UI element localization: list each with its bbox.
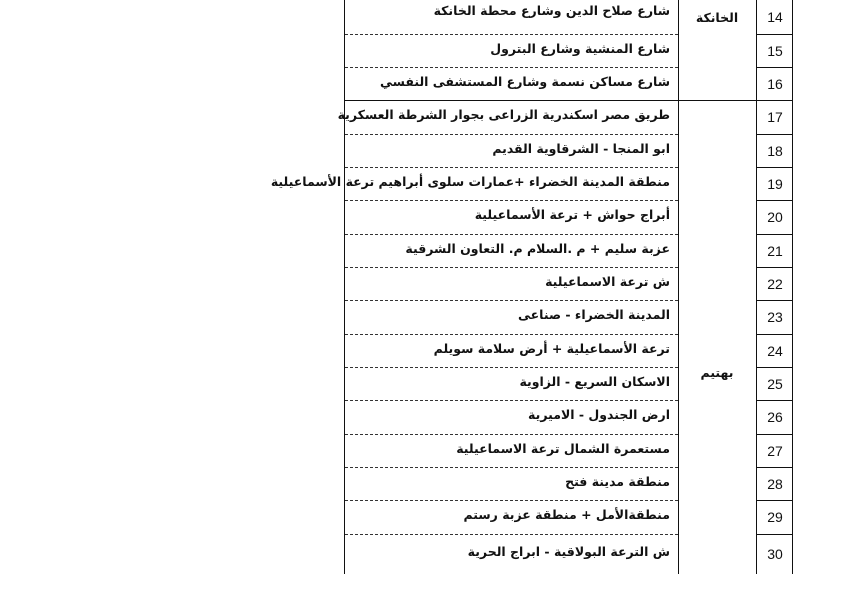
street-cell: عزبة سليم + م .السلام م. التعاون الشرقية [405,240,670,256]
row-divider [345,400,678,401]
number-divider [756,167,793,168]
row-number-cell: 19 [767,175,783,192]
row-number-cell: 16 [767,75,783,92]
row-number-cell: 20 [767,209,783,225]
number-divider [756,67,793,68]
row-divider [345,267,678,268]
row-number-cell: 18 [767,142,783,159]
row-divider [345,67,678,68]
number-divider [756,334,793,335]
row-number-cell: 30 [767,546,783,562]
street-cell: شارع المنشية وشارع البترول [490,40,670,56]
row-number-cell: 28 [767,475,783,492]
row-divider [345,367,678,368]
row-divider [345,200,678,201]
number-divider [756,400,793,401]
number-divider [756,434,793,435]
number-divider [756,267,793,268]
number-divider [756,367,793,368]
street-cell: ابو المنجا - الشرقاوية القديم [492,140,670,156]
row-divider [345,434,678,435]
row-divider [345,167,678,168]
row-number-cell: 17 [767,109,783,125]
street-cell: ش ترعة الاسماعيلية [545,273,670,289]
street-cell: منطقة المدينة الخضراء +عمارات سلوى أبراهيم ترعة الأسماعيلية [270,173,670,189]
row-divider [345,134,678,135]
row-divider [345,467,678,468]
row-divider [345,234,678,235]
street-cell: منطقة مدينة فتح [565,473,670,489]
row-divider [345,34,678,35]
row-number-cell: 26 [767,409,783,425]
number-divider [756,534,793,535]
row-number-cell: 25 [767,375,783,392]
row-number-cell: 14 [767,9,783,25]
row-divider [345,500,678,501]
street-cell: شارع مساكن نسمة وشارع المستشفى النفسي [379,73,670,89]
row-number-cell: 22 [767,275,783,292]
number-divider [756,134,793,135]
area-name-cell: الخانكة [695,10,739,25]
group-divider [345,100,756,101]
row-divider [345,334,678,335]
street-area-divider [678,0,679,574]
street-cell: منطقةالأمل + منطقة عزبة رستم [463,507,670,522]
street-cell: الاسكان السريع - الزاوية [519,373,670,389]
street-cell: ترعة الأسماعيلية + أرض سلامة سويلم [433,340,670,356]
number-divider [756,500,793,501]
area-name-cell: بهتيم [700,365,734,380]
row-number-cell: 27 [767,442,783,459]
row-divider [345,534,678,535]
row-number-cell: 23 [767,309,783,325]
row-number-cell: 15 [767,42,783,59]
street-cell: المدينة الخضراء - صناعى [517,307,670,322]
row-number-cell: 21 [767,242,783,259]
number-divider [756,234,793,235]
number-divider [756,467,793,468]
street-cell: طريق مصر اسكندرية الزراعى بجوار الشرطة العسكرية [337,107,670,122]
row-number-cell: 24 [767,342,783,359]
number-divider [756,300,793,301]
number-divider [756,100,793,101]
street-cell: شارع صلاح الدين وشارع محطة الخانكة [433,3,670,18]
row-divider [345,300,678,301]
number-divider [756,200,793,201]
number-divider [756,34,793,35]
table-border-left [344,0,345,574]
street-cell: ش الترعة البولاقية - ابراج الحرية [467,544,670,559]
row-number-cell: 29 [767,509,783,525]
street-cell: مستعمرة الشمال ترعة الاسماعيلية [456,440,670,456]
street-cell: أبراج حواش + ترعة الأسماعيلية [474,207,670,222]
street-cell: ارض الجندول - الاميرية [528,407,670,422]
